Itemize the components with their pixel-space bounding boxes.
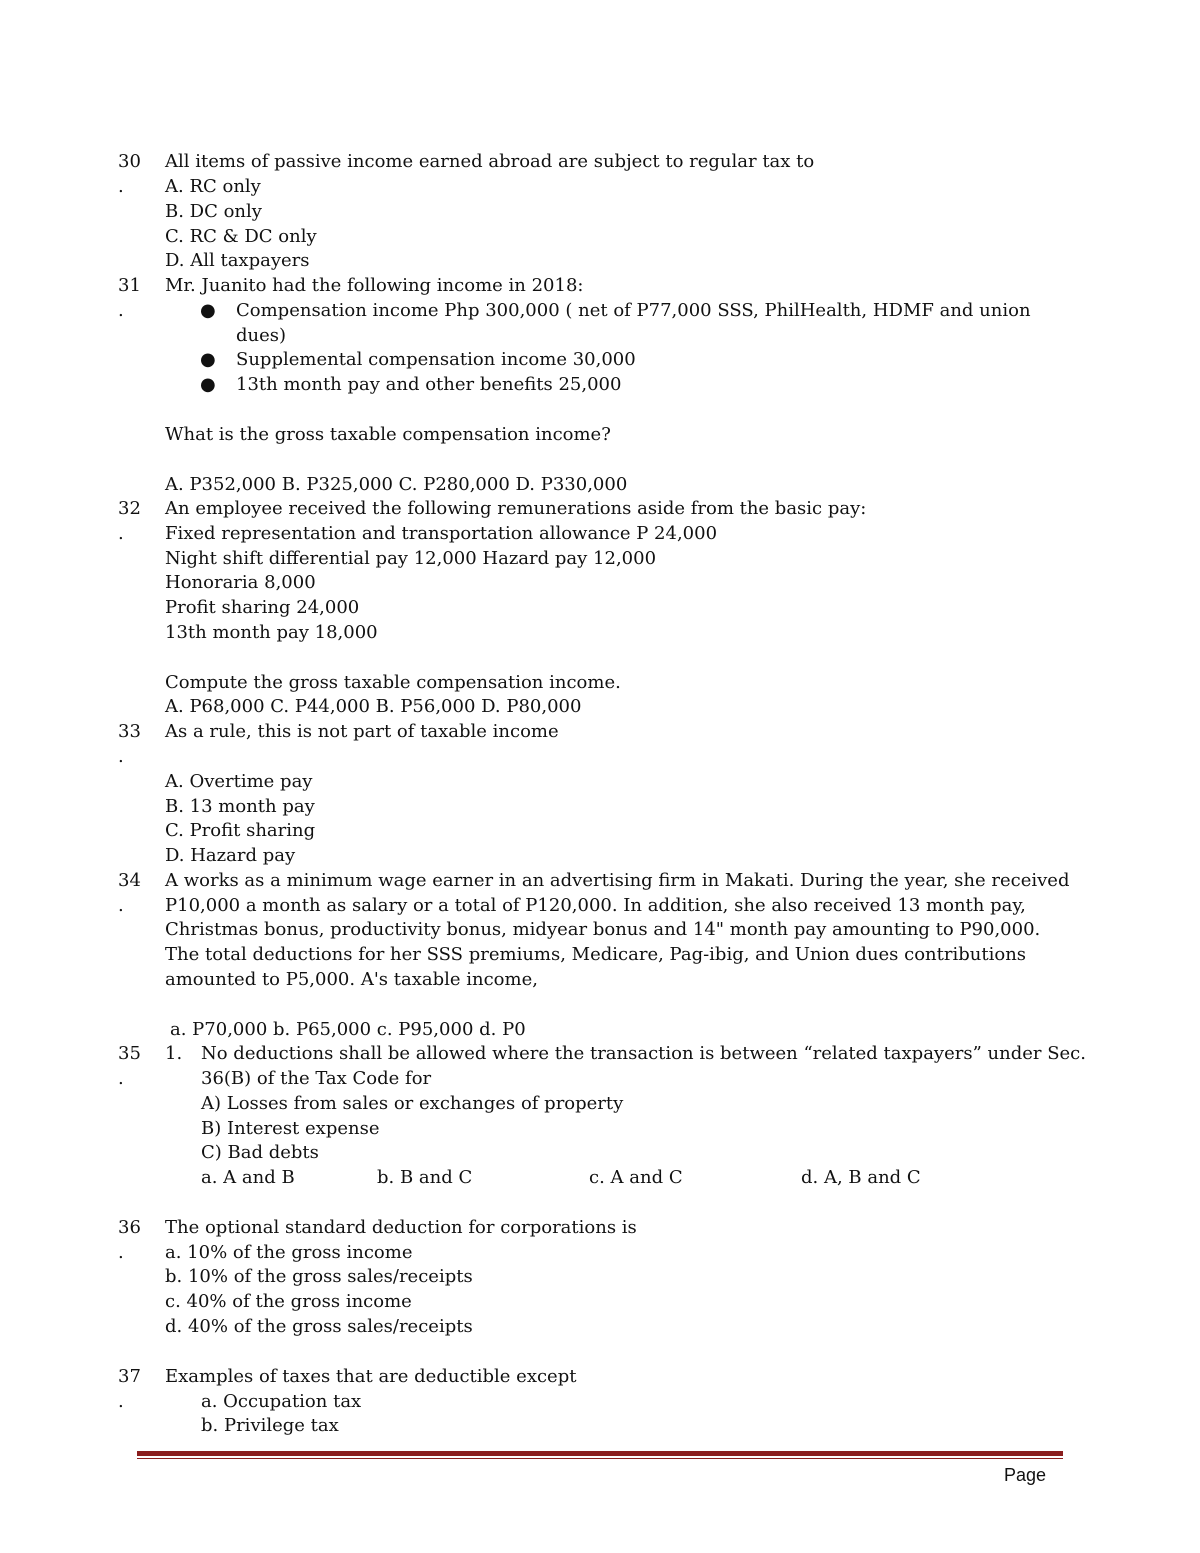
bullet-item: Compensation income Php 300,000 ( net of P77,000 SSS, PhilHealth, HDMF and union — [236, 300, 1031, 321]
question-number: 34 . — [118, 870, 141, 916]
choice: C. Profit sharing — [165, 820, 316, 841]
item-line: Profit sharing 24,000 — [165, 597, 360, 618]
question-stem: The optional standard deduction for corporations is — [165, 1217, 637, 1238]
choices-line: A. P68,000 C. P44,000 B. P56,000 D. P80,000 — [165, 696, 582, 717]
question-text: Compute the gross taxable compensation income. — [165, 672, 621, 693]
choice: c. 40% of the gross income — [165, 1291, 412, 1312]
choices-line: a. P70,000 b. P65,000 c. P95,000 d. P0 — [170, 1019, 526, 1040]
item-line: B) Interest expense — [201, 1118, 380, 1139]
choice: b. B and C — [377, 1167, 473, 1188]
choice: c. A and C — [589, 1167, 683, 1188]
question-number: 33 . — [118, 721, 141, 767]
choice: C. RC & DC only — [165, 226, 317, 247]
sub-number: 1. — [165, 1043, 183, 1064]
bullet-item: 13th month pay and other benefits 25,000 — [236, 374, 622, 395]
choice: a. Occupation tax — [201, 1391, 362, 1412]
choice: b. 10% of the gross sales/receipts — [165, 1266, 473, 1287]
footer-rule — [137, 1451, 1063, 1456]
question-stem: Examples of taxes that are deductible except — [165, 1366, 577, 1387]
item-line: Fixed representation and transportation allowance P 24,000 — [165, 523, 718, 544]
choice: a. A and B — [201, 1167, 295, 1188]
bullet-icon: ● — [200, 300, 216, 321]
item-line: A) Losses from sales or exchanges of property — [201, 1093, 624, 1114]
choice: b. Privilege tax — [201, 1415, 339, 1436]
question-stem: As a rule, this is not part of taxable income — [165, 721, 559, 742]
item-line: Night shift differential pay 12,000 Hazard pay 12,000 — [165, 548, 657, 569]
choices-line: A. P352,000 B. P325,000 C. P280,000 D. P330,000 — [165, 474, 628, 495]
bullet-item: Supplemental compensation income 30,000 — [236, 349, 636, 370]
question-number: 31 . — [118, 275, 141, 321]
bullet-icon: ● — [200, 349, 216, 370]
question-stem: Mr. Juanito had the following income in 2018: — [165, 275, 584, 296]
choice: d. 40% of the gross sales/receipts — [165, 1316, 473, 1337]
choice: D. All taxpayers — [165, 250, 310, 271]
question-number: 36 . — [118, 1217, 141, 1263]
question-line: A works as a minimum wage earner in an advertising firm in Makati. During the year, she received — [165, 870, 1070, 891]
footer-rule-thin — [137, 1458, 1063, 1459]
question-line: No deductions shall be allowed where the transaction is between “related taxpayers” under Sec. — [201, 1043, 1086, 1064]
choice: A. RC only — [165, 176, 261, 197]
item-line: C) Bad debts — [201, 1142, 319, 1163]
question-stem: An employee received the following remunerations aside from the basic pay: — [165, 498, 867, 519]
item-line: Honoraria 8,000 — [165, 572, 316, 593]
choice: a. 10% of the gross income — [165, 1242, 413, 1263]
choice: d. A, B and C — [801, 1167, 921, 1188]
question-stem: All items of passive income earned abroad are subject to regular tax to — [165, 151, 815, 172]
page-label: Page — [1004, 1465, 1047, 1485]
question-number: 37 . — [118, 1366, 141, 1412]
choice: B. 13 month pay — [165, 796, 315, 817]
question-line: 36(B) of the Tax Code for — [201, 1068, 432, 1089]
question-line: The total deductions for her SSS premiums, Medicare, Pag-ibig, and Union dues contributions — [165, 944, 1027, 965]
choice: D. Hazard pay — [165, 845, 296, 866]
bullet-item-continuation: dues) — [236, 325, 287, 346]
item-line: 13th month pay 18,000 — [165, 622, 378, 643]
question-number: 32 . — [118, 498, 141, 544]
choice: B. DC only — [165, 201, 262, 222]
bullet-icon: ● — [200, 374, 216, 395]
question-number: 35 . — [118, 1043, 141, 1089]
question-line: Christmas bonus, productivity bonus, midyear bonus and 14" month pay amounting to P90,000. — [165, 919, 1041, 940]
question-number: 30 . — [118, 151, 141, 197]
question-text: What is the gross taxable compensation income? — [165, 424, 611, 445]
question-line: P10,000 a month as salary or a total of P120,000. In addition, she also received 13 month pay, — [165, 895, 1026, 916]
choice: A. Overtime pay — [165, 771, 313, 792]
question-line: amounted to P5,000. A's taxable income, — [165, 969, 538, 990]
